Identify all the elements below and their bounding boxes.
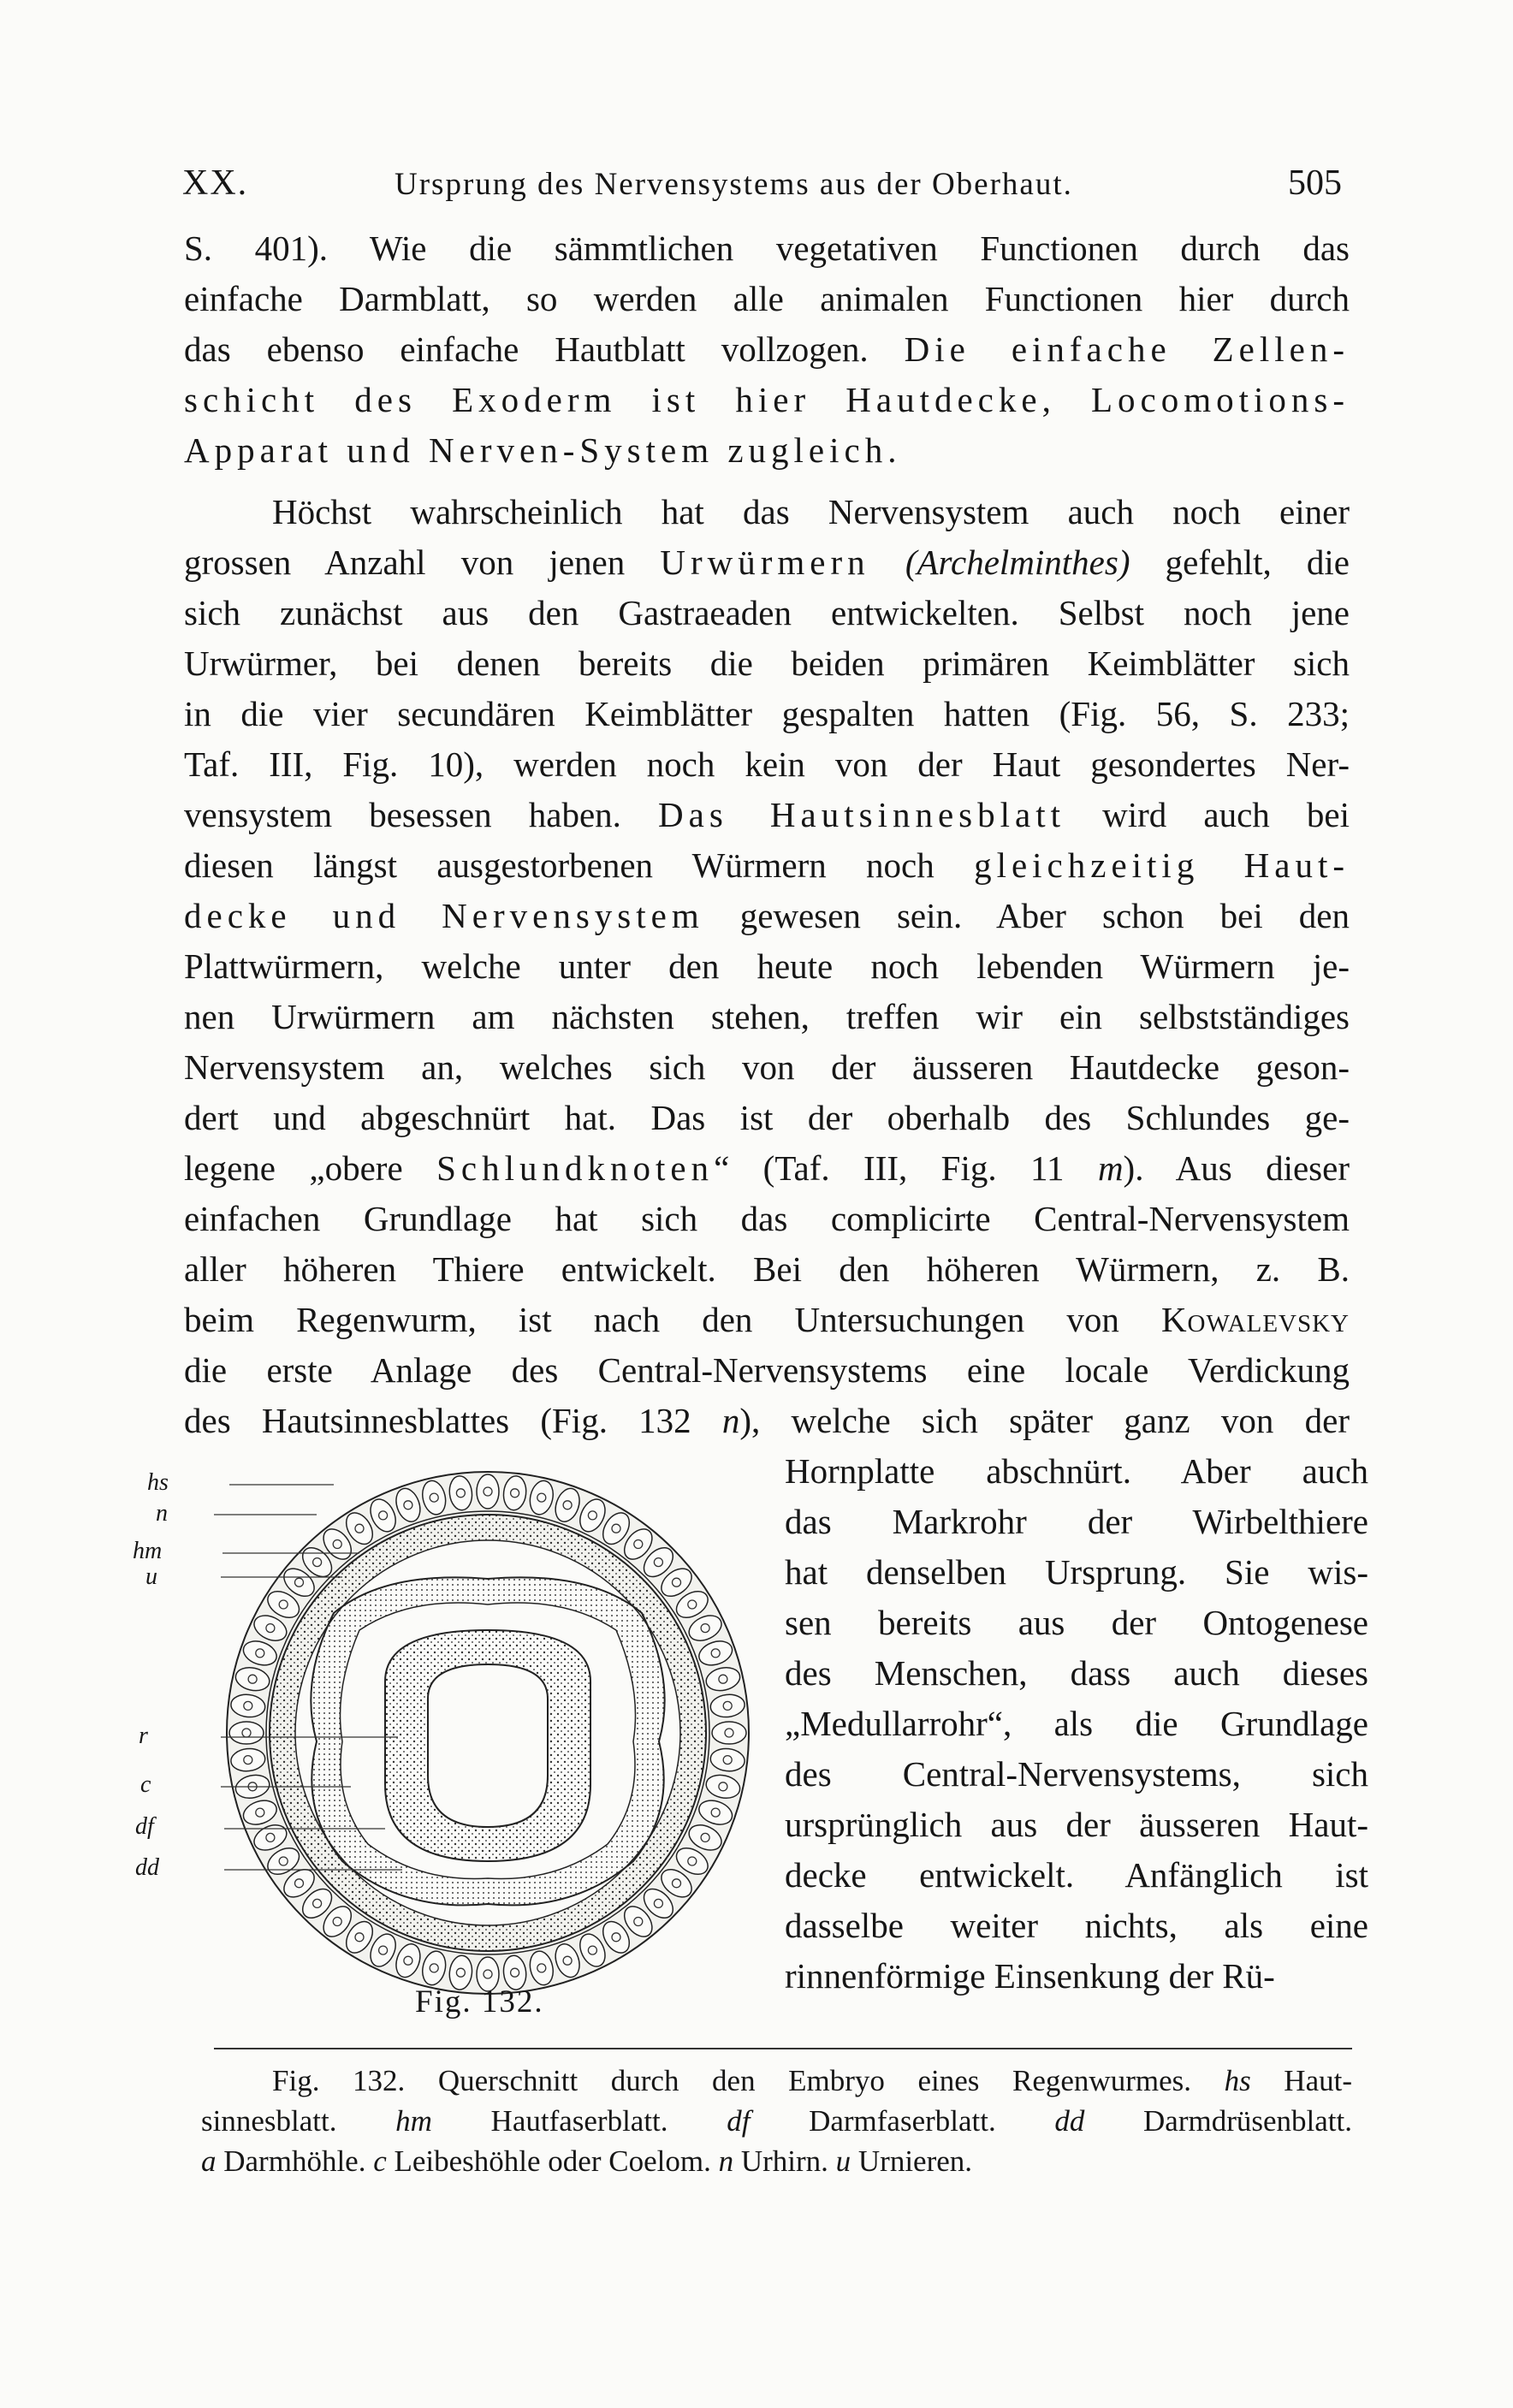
text-line: des Central-Nervensystems, sich (785, 1754, 1368, 1794)
text-line: hat denselben Ursprung. Sie wis- (785, 1552, 1368, 1592)
caption-line: sinnesblatt. hm Hautfaserblatt. df Darmfaserblatt. dd Darmdrüsenblatt. (201, 2104, 1352, 2138)
text-line: aller höheren Thiere entwickelt. Bei den höheren Würmern, z. B. (184, 1249, 1350, 1289)
figure-letter-u: u (145, 1563, 157, 1590)
text-line: sich zunächst aus den Gastraeaden entwickelten. Selbst noch jene (184, 593, 1350, 632)
text-line: Höchst wahrscheinlich hat das Nervensystem auch noch einer (272, 492, 1350, 531)
spaced-emphasis: gleichzeitig Haut- (974, 845, 1350, 885)
text-line: dasselbe weiter nichts, als eine (785, 1906, 1368, 1945)
text-line: das ebenso einfache Hautblatt vollzogen. Die einfache Zellen- (184, 329, 1350, 369)
text-line: des Menschen, dass auch dieses (785, 1653, 1368, 1693)
text-line: „Medullarrohr“, als die Grundlage (785, 1704, 1368, 1743)
figure-number: Fig. 132. (415, 1984, 544, 2020)
spaced-emphasis: decke und Nervensystem (184, 896, 704, 935)
spaced-emphasis: Das Hautsinnesblatt (658, 795, 1065, 834)
text-line: decke und Nervensystem gewesen sein. Aber schon bei den (184, 896, 1350, 935)
text-line: einfache Darmblatt, so werden alle animalen Functionen hier durch (184, 279, 1350, 318)
embryo-illustration (214, 1459, 762, 2007)
text-line: diesen längst ausgestorbenen Würmern noch gleichzeitig Haut- (184, 845, 1350, 885)
figure-letter-hm: hm (133, 1538, 163, 1564)
italic-term: (Archelminthes) (905, 543, 1130, 582)
caption-line: Fig. 132. Querschnitt durch den Embryo eines Regenwurmes. hs Haut- (272, 2064, 1352, 2097)
text-line: das Markrohr der Wirbelthiere (785, 1502, 1368, 1541)
text-line: Plattwürmern, welche unter den heute noch lebenden Würmern je- (184, 946, 1350, 986)
author-name: Kowalevsky (1160, 1300, 1350, 1339)
text-line: grossen Anzahl von jenen Urwürmern (Archelminthes) gefehlt, die (184, 543, 1350, 582)
figure-letter-r: r (139, 1723, 148, 1749)
text-line: vensystem besessen haben. Das Hautsinnesblatt wird auch bei (184, 795, 1350, 834)
spaced-emphasis: Die einfache Zellen- (904, 329, 1350, 369)
epithelial-cell (477, 1474, 499, 1509)
running-head (182, 163, 1342, 214)
figure-letter-df: df (135, 1813, 154, 1840)
caption-divider (214, 2048, 1352, 2049)
spaced-emphasis: Schlundknoten (436, 1148, 715, 1188)
spaced-emphasis: Urwürmern (660, 543, 870, 582)
text-line: dert und abgeschnürt hat. Das ist der oberhalb des Schlundes ge- (184, 1098, 1350, 1137)
figure-letter-dd: dd (135, 1854, 159, 1881)
text-line: die erste Anlage des Central-Nervensystems eine locale Verdickung (184, 1350, 1350, 1390)
epithelial-cell (229, 1722, 264, 1744)
text-line: legene „obere Schlundknoten“ (Taf. III, Fig. 11 m). Aus dieser (184, 1148, 1350, 1188)
epithelial-cell (712, 1722, 746, 1744)
caption-line: a Darmhöhle. c Leibeshöhle oder Coelom. n Urhirn. u Urnieren. (201, 2144, 973, 2178)
text-line: Apparat und Nerven-System zugleich. (184, 430, 902, 470)
text-line: schicht des Exoderm ist hier Hautdecke, Locomotions- (184, 380, 1350, 419)
text-line: in die vier secundären Keimblätter gespalten hatten (Fig. 56, S. 233; (184, 694, 1350, 733)
text-line: des Hautsinnesblattes (Fig. 132 n), welche sich später ganz von der (184, 1401, 1350, 1440)
running-title: Ursprung des Nervensystems aus der Oberhaut. (395, 167, 1073, 202)
chapter-number: XX. (182, 163, 249, 203)
text-line: Taf. III, Fig. 10), werden noch kein von der Haut gesondertes Ner- (184, 744, 1350, 784)
text-line: einfachen Grundlage hat sich das complicirte Central-Nervensystem (184, 1199, 1350, 1238)
text-line: sen bereits aus der Ontogenese (785, 1603, 1368, 1642)
text-line: decke entwickelt. Anfänglich ist (785, 1855, 1368, 1895)
figure-letter-hs: hs (147, 1469, 169, 1496)
figure-letter-n: n (156, 1500, 168, 1527)
text-line: S. 401). Wie die sämmtlichen vegetativen Functionen durch das (184, 228, 1350, 268)
text-line: nen Urwürmern am nächsten stehen, treffen wir ein selbstständiges (184, 997, 1350, 1036)
embryo-cross-section-figure (133, 1459, 762, 2007)
page-number: 505 (1288, 163, 1342, 203)
text-line: rinnenförmige Einsenkung der Rü- (785, 1956, 1275, 1996)
text-line: beim Regenwurm, ist nach den Untersuchungen von Kowalevsky (184, 1300, 1350, 1339)
text-line: Nervensystem an, welches sich von der äusseren Hautdecke geson- (184, 1047, 1350, 1087)
figure-letter-c: c (140, 1771, 151, 1798)
text-line: Urwürmer, bei denen bereits die beiden primären Keimblätter sich (184, 644, 1350, 683)
text-line: ursprünglich aus der äusseren Haut- (785, 1805, 1368, 1844)
text-line: Hornplatte abschnürt. Aber auch (785, 1451, 1368, 1491)
